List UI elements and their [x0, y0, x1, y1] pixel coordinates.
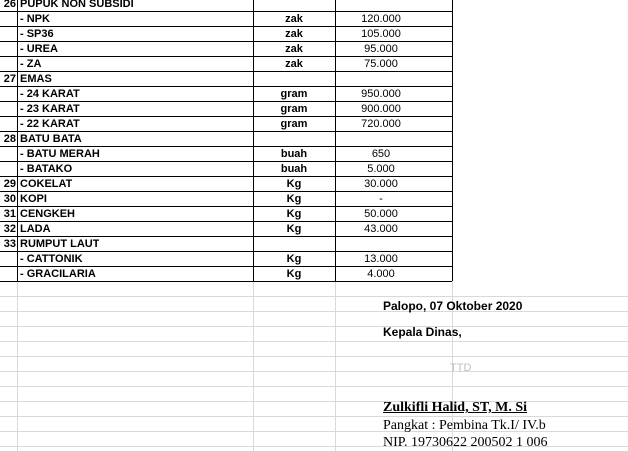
row-item[interactable]: CENGKEH	[20, 208, 76, 220]
row-item[interactable]: KOPI	[20, 193, 47, 205]
row-unit[interactable]: zak	[285, 13, 303, 25]
row-item[interactable]: - NPK	[20, 13, 50, 25]
row-item[interactable]: - BATAKO	[20, 163, 73, 175]
signature-rank: Pangkat : Pembina Tk.I/ IV.b	[383, 418, 546, 433]
row-number[interactable]	[0, 162, 16, 177]
gridline-horizontal	[0, 371, 628, 372]
gridline-horizontal	[0, 296, 628, 297]
row-number[interactable]	[0, 57, 16, 72]
row-price[interactable]: 105.000	[361, 28, 401, 40]
row-number[interactable]	[0, 27, 16, 42]
row-item[interactable]: - CATTONIK	[20, 253, 83, 265]
row-price[interactable]: 30.000	[364, 178, 398, 190]
row-number[interactable]: 30	[3, 193, 16, 205]
row-number[interactable]: 29	[3, 178, 16, 190]
row-price[interactable]	[338, 0, 424, 12]
row-number[interactable]: 27	[3, 73, 16, 85]
row-unit[interactable]: gram	[280, 88, 308, 100]
gridline-horizontal	[0, 416, 628, 417]
gridline-horizontal	[0, 311, 628, 312]
row-number[interactable]: 33	[3, 238, 16, 250]
table-border-vertical	[17, 0, 18, 281]
row-item[interactable]: - 23 KARAT	[20, 103, 80, 115]
row-number[interactable]	[0, 117, 16, 132]
row-price[interactable]: 950.000	[361, 88, 401, 100]
row-number[interactable]	[0, 147, 16, 162]
row-price[interactable]: 120.000	[361, 13, 401, 25]
row-unit[interactable]	[253, 0, 335, 12]
row-item[interactable]: COKELAT	[20, 178, 73, 190]
gridline-horizontal	[0, 401, 628, 402]
row-item[interactable]: - GRACILARIA	[20, 268, 96, 280]
row-number[interactable]	[0, 102, 16, 117]
row-item[interactable]: PUPUK NON SUBSIDI	[20, 0, 134, 10]
row-number[interactable]: 28	[3, 133, 16, 145]
gridline-horizontal	[0, 386, 628, 387]
row-number[interactable]	[0, 87, 16, 102]
row-unit[interactable]: Kg	[286, 178, 302, 190]
row-unit[interactable]: buah	[280, 148, 308, 160]
row-item[interactable]: BATU BATA	[20, 133, 82, 145]
row-price[interactable]	[338, 132, 424, 147]
row-price[interactable]: -	[379, 193, 383, 205]
row-item[interactable]: LADA	[20, 223, 51, 235]
row-price[interactable]: 13.000	[364, 253, 398, 265]
signature-ttd: TTD	[450, 362, 472, 374]
row-price[interactable]: 95.000	[364, 43, 398, 55]
row-unit[interactable]: gram	[280, 103, 308, 115]
row-item[interactable]: - UREA	[20, 43, 58, 55]
row-unit[interactable]: zak	[285, 28, 303, 40]
row-price[interactable]: 5.000	[367, 163, 395, 175]
row-item[interactable]: - 24 KARAT	[20, 88, 80, 100]
row-price[interactable]: 75.000	[364, 58, 398, 70]
gridline-horizontal	[0, 341, 628, 342]
table-border-vertical	[335, 0, 336, 281]
row-item[interactable]: - 22 KARAT	[20, 118, 80, 130]
row-price[interactable]: 43.000	[364, 223, 398, 235]
gridline-horizontal	[0, 356, 628, 357]
row-item[interactable]: RUMPUT LAUT	[20, 238, 100, 250]
row-number[interactable]	[0, 267, 16, 282]
row-price[interactable]: 50.000	[364, 208, 398, 220]
row-unit[interactable]: Kg	[286, 253, 302, 265]
row-price[interactable]	[338, 237, 424, 252]
row-number[interactable]: 26	[3, 0, 16, 10]
gridline-horizontal	[0, 326, 628, 327]
row-number[interactable]	[0, 42, 16, 57]
table-border-vertical	[452, 0, 453, 281]
row-unit[interactable]: Kg	[286, 268, 302, 280]
row-number[interactable]	[0, 252, 16, 267]
row-unit[interactable]: buah	[280, 163, 308, 175]
row-item[interactable]: - ZA	[20, 58, 42, 70]
row-unit[interactable]	[253, 72, 335, 87]
row-unit[interactable]: zak	[285, 58, 303, 70]
row-item[interactable]: EMAS	[20, 73, 52, 85]
row-price[interactable]: 650	[371, 148, 391, 160]
gridline-vertical	[335, 281, 336, 451]
signature-nip: NIP. 19730622 200502 1 006	[383, 435, 548, 450]
row-number[interactable]: 31	[3, 208, 16, 220]
signature-place-date: Palopo, 07 Oktober 2020	[383, 299, 523, 313]
gridline-vertical	[17, 281, 18, 451]
row-unit[interactable]: Kg	[286, 208, 302, 220]
row-unit[interactable]: gram	[280, 118, 308, 130]
row-price[interactable]	[338, 72, 424, 87]
row-unit[interactable]: Kg	[286, 193, 302, 205]
row-number[interactable]	[0, 12, 16, 27]
row-price[interactable]: 4.000	[367, 268, 395, 280]
signature-name: Zulkifli Halid, ST, M. Si	[383, 400, 528, 415]
row-price[interactable]: 900.000	[361, 103, 401, 115]
gridline-vertical	[253, 281, 254, 451]
row-unit[interactable]: Kg	[286, 223, 302, 235]
row-number[interactable]: 32	[3, 223, 16, 235]
row-unit[interactable]	[253, 132, 335, 147]
row-price[interactable]: 720.000	[361, 118, 401, 130]
row-item[interactable]: - BATU MERAH	[20, 148, 100, 160]
row-item[interactable]: - SP36	[20, 28, 54, 40]
row-unit[interactable]	[253, 237, 335, 252]
row-unit[interactable]: zak	[285, 43, 303, 55]
signature-title: Kepala Dinas,	[383, 325, 462, 339]
